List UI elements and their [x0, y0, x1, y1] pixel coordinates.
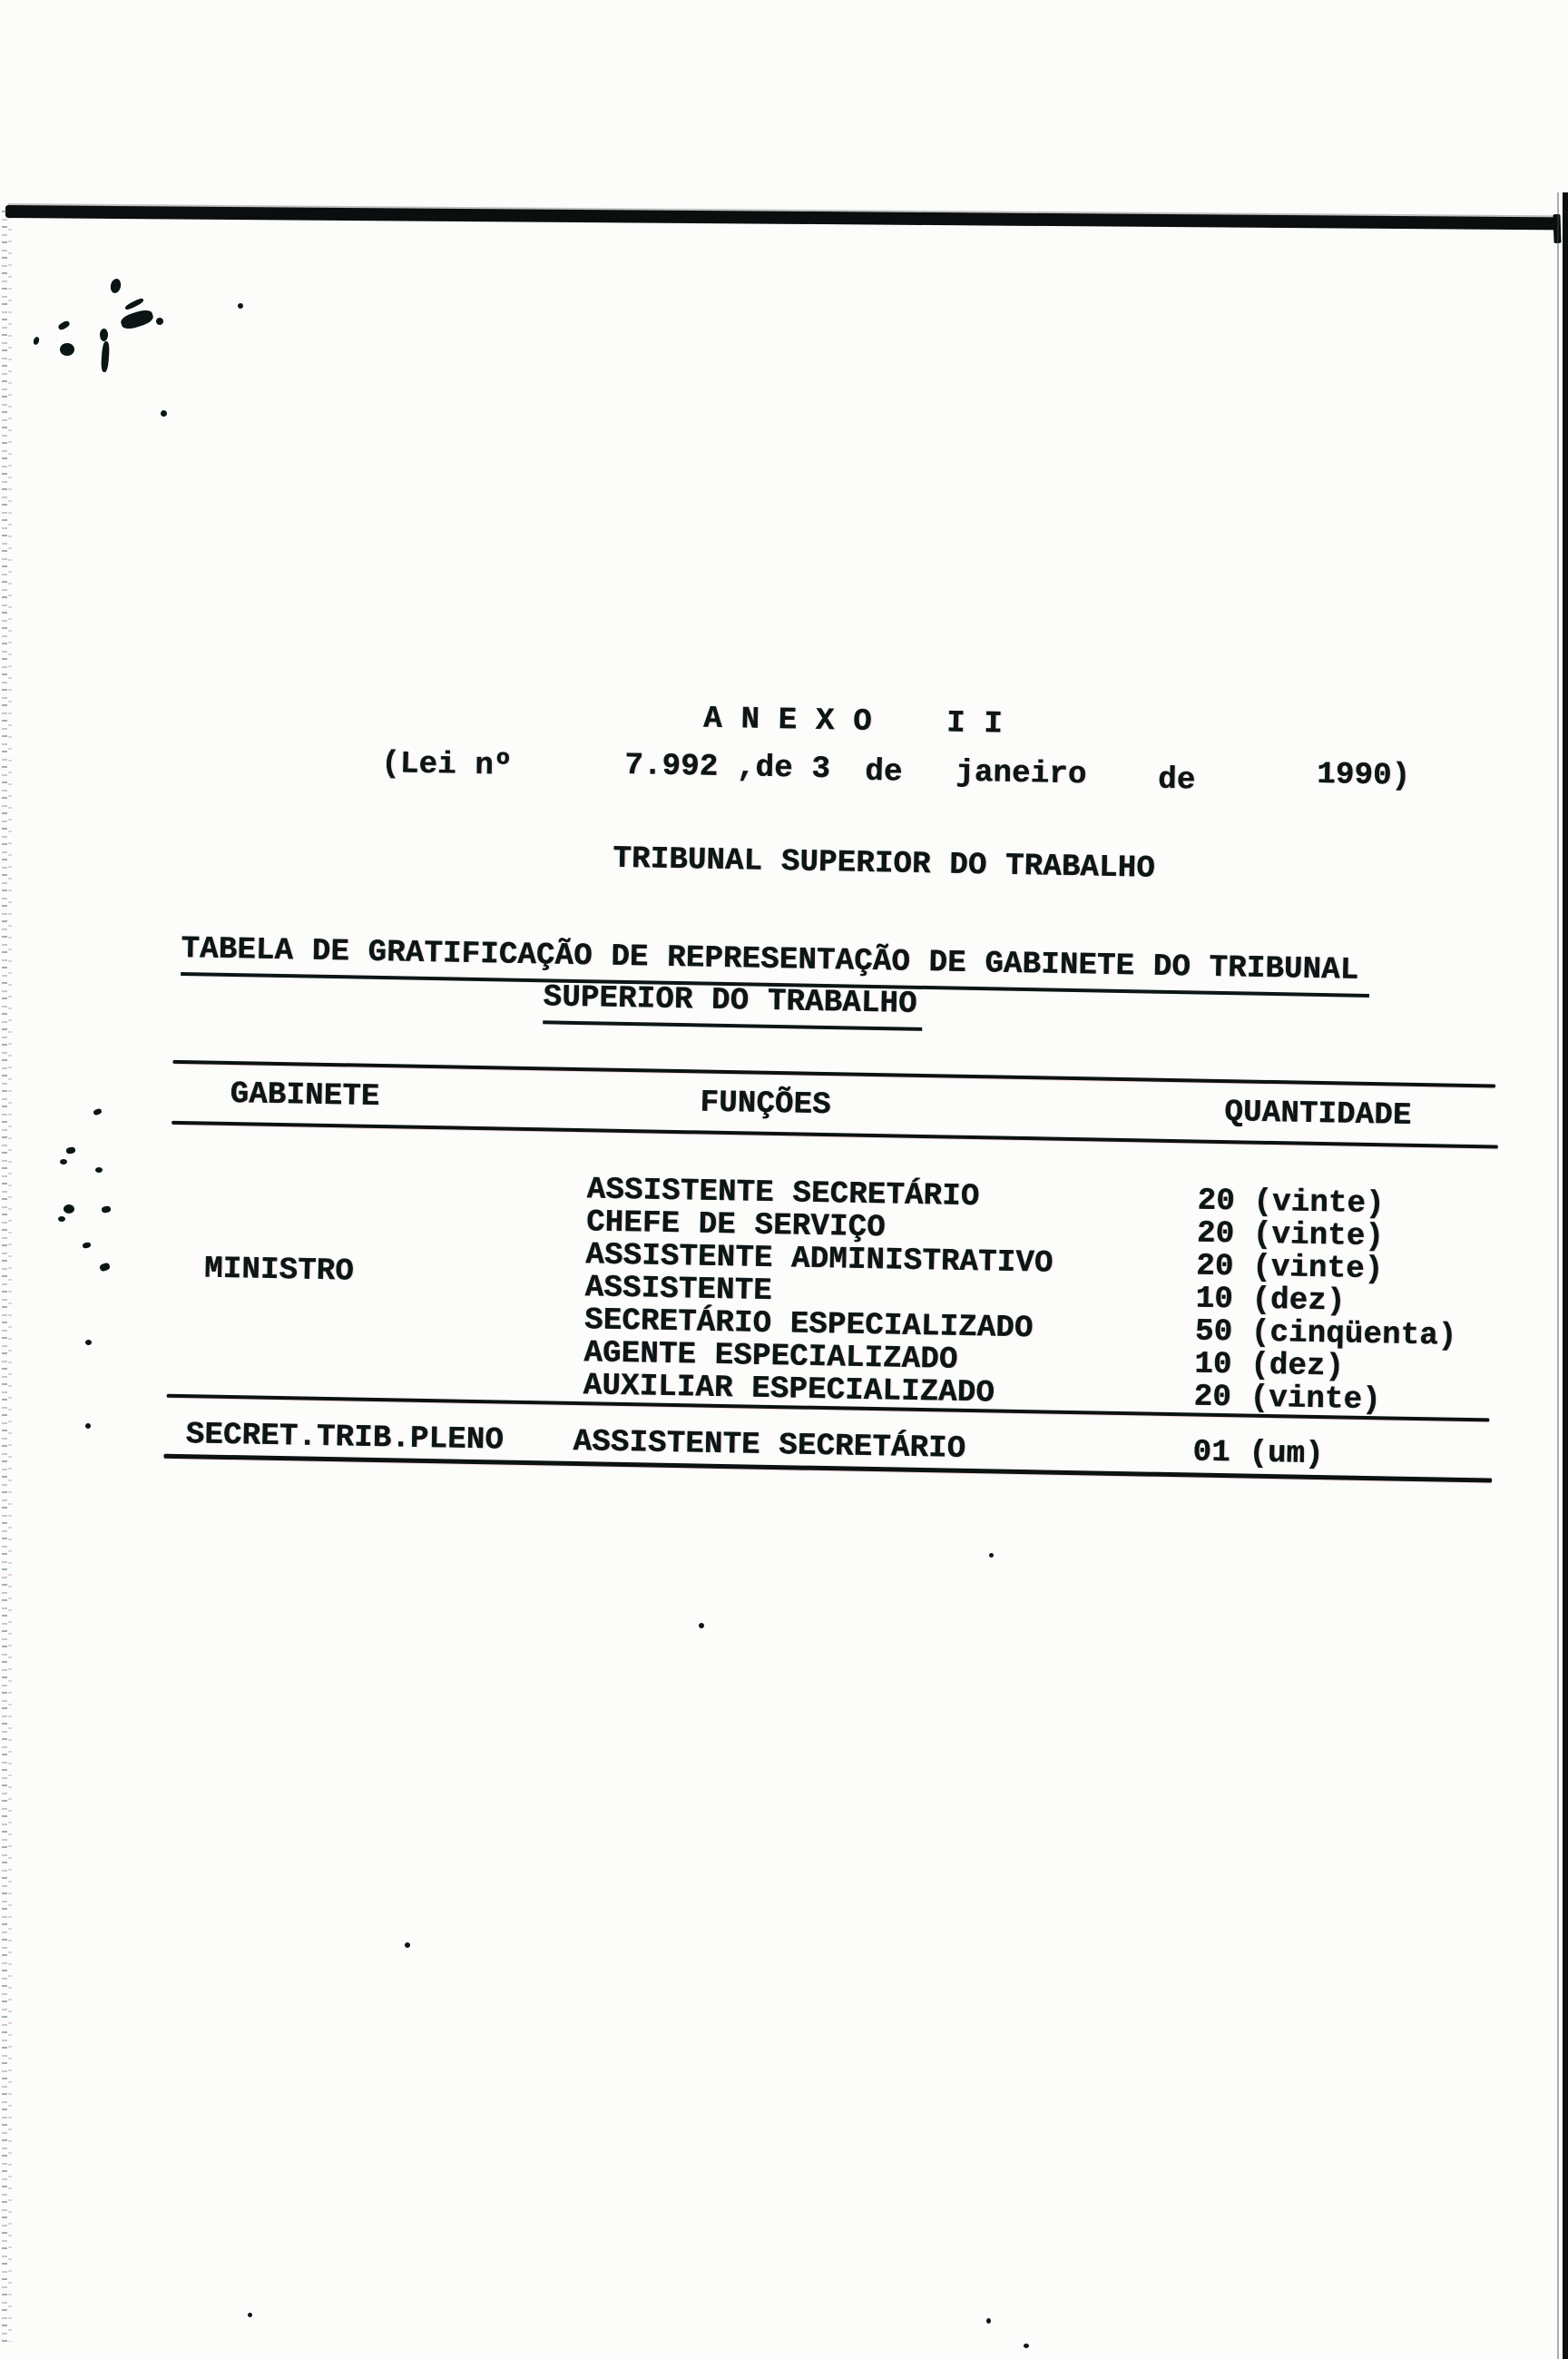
ink-mark — [119, 308, 154, 331]
table-row-quantidade: 10 (dez) — [1194, 1347, 1345, 1385]
ink-mark — [60, 343, 74, 356]
table-row-funcao: AGENTE ESPECIALIZADO — [583, 1336, 958, 1378]
ink-mark — [156, 318, 163, 325]
column-header-quantidade: QUANTIDADE — [1224, 1096, 1412, 1134]
ink-speck — [101, 1205, 111, 1214]
ink-speck — [82, 1242, 91, 1249]
ink-speck — [99, 1262, 111, 1272]
table-heading-line2: SUPERIOR DO TRABALHO — [543, 981, 923, 1031]
table-row-quantidade: 20 (vinte) — [1197, 1184, 1386, 1223]
table-row-funcao: AUXILIAR ESPECIALIZADO — [583, 1369, 995, 1411]
table-row-funcao: SECRETÁRIO ESPECIALIZADO — [583, 1303, 1034, 1347]
ink-speck — [248, 2313, 252, 2317]
ink-speck — [405, 1942, 410, 1948]
table-row-funcao: CHEFE DE SERVIÇO — [585, 1205, 887, 1246]
photocopy-top-bar-artifact — [5, 205, 1559, 230]
ink-mark — [161, 410, 167, 417]
ink-mark — [124, 297, 144, 310]
table-heading-line1: TABELA DE GRATIFICAÇÃO DE REPRESENTAÇÃO DE GABINETE DO TRIBUNAL — [181, 933, 1370, 998]
table-row-quantidade: 20 (vinte) — [1193, 1380, 1382, 1419]
gabinete-label: SECRET.TRIB.PLENO — [185, 1418, 505, 1459]
ink-speck — [60, 1159, 67, 1165]
table-row-funcao: ASSISTENTE SECRETÁRIO — [573, 1424, 966, 1467]
table-row-quantidade: 20 (vinte) — [1196, 1249, 1384, 1288]
ink-speck — [85, 1340, 92, 1345]
law-line-prefix: (Lei nº — [381, 746, 514, 784]
ink-speck — [85, 1423, 91, 1429]
table-row-quantidade: 20 (vinte) — [1196, 1216, 1385, 1255]
ink-mark — [57, 319, 71, 331]
ink-mark — [238, 303, 243, 309]
ink-speck — [58, 1216, 65, 1222]
law-line-de1: de — [865, 754, 903, 791]
table-row-quantidade: 50 (cinqüenta) — [1194, 1314, 1457, 1354]
table-row-funcao: ASSISTENTE SECRETÁRIO — [586, 1173, 980, 1215]
law-line-number: 7.992 ,de 3 — [624, 748, 831, 788]
ink-speck — [93, 1108, 103, 1116]
document-content — [122, 685, 1457, 1526]
table-row-funcao: ASSISTENTE ADMINISTRATIVO — [585, 1238, 1054, 1282]
scan-left-edge-noise — [2, 211, 14, 2342]
ink-speck — [1024, 2344, 1029, 2348]
column-header-funcoes: FUNÇÕES — [700, 1086, 832, 1124]
table-row-funcao: ASSISTENTE — [584, 1271, 773, 1309]
column-header-gabinete: GABINETE — [230, 1076, 380, 1115]
scan-right-edge-artifact — [1555, 192, 1568, 2359]
ink-mark — [100, 329, 108, 341]
law-line-month: janeiro — [956, 755, 1087, 793]
ink-mark — [101, 341, 110, 372]
ink-speck — [986, 2318, 991, 2324]
ink-speck — [989, 1553, 994, 1558]
gabinete-label: MINISTRO — [203, 1252, 355, 1290]
table-row-quantidade: 10 (dez) — [1195, 1282, 1346, 1320]
law-line-year: 1990) — [1317, 757, 1411, 794]
ink-speck — [95, 1167, 103, 1173]
table-row-quantidade: 01 (um) — [1192, 1435, 1325, 1473]
ink-speck — [65, 1146, 75, 1155]
org-title: TRIBUNAL SUPERIOR DO TRABALHO — [612, 841, 1156, 887]
ink-mark — [33, 336, 40, 345]
ink-speck — [699, 1623, 704, 1628]
ink-speck — [64, 1204, 74, 1214]
annex-title: A N E X O I I — [703, 702, 1004, 742]
ink-mark — [109, 278, 122, 294]
law-line-de2: de — [1157, 762, 1196, 799]
